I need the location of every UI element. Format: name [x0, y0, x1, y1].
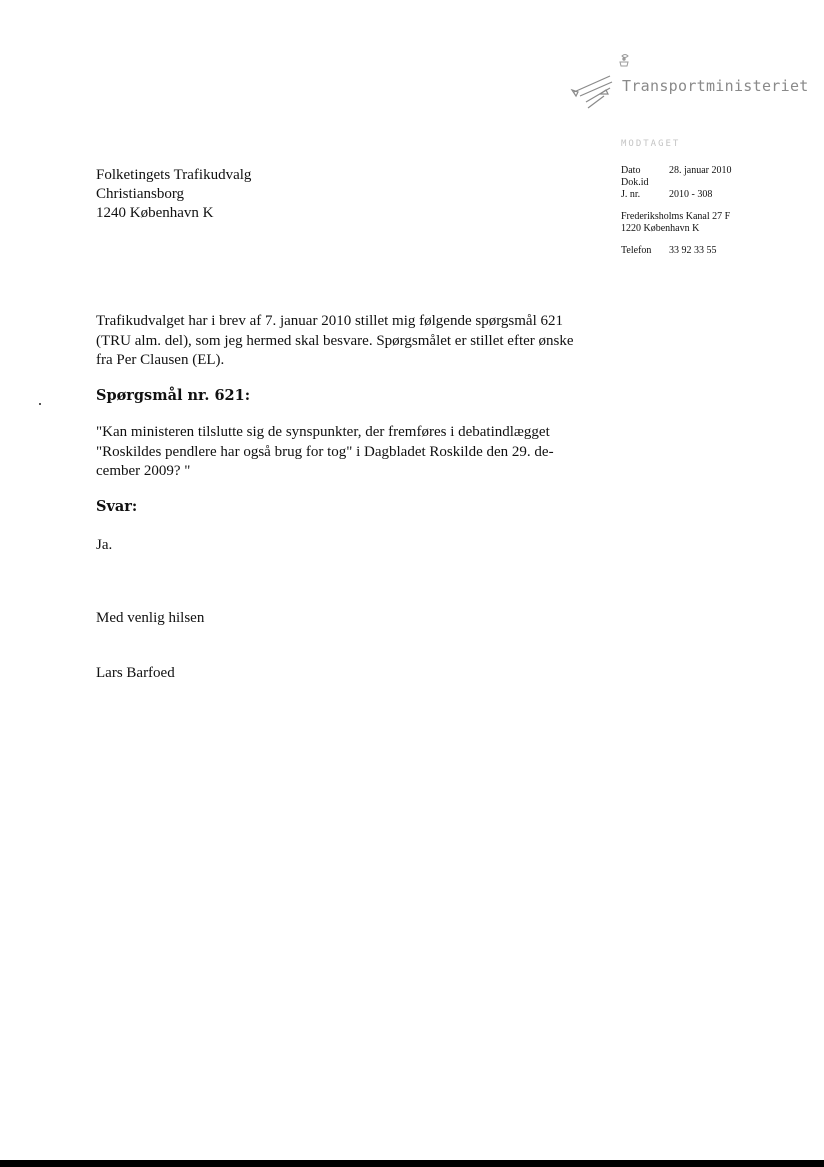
- intro-line: Trafikudvalget har i brev af 7. januar 2010 stillet mig følgende spørgsmål 621: [96, 313, 563, 329]
- intro-line: fra Per Clausen (EL).: [96, 352, 225, 368]
- closing-greeting: Med venlig hilsen: [96, 610, 205, 626]
- answer-heading: Svar:: [96, 498, 138, 515]
- ministry-address: [621, 211, 816, 235]
- recipient-name: Folketingets Trafikudvalg: [96, 167, 252, 183]
- signature-name: Lars Barfoed: [96, 665, 175, 681]
- question-line: cember 2009? ": [96, 463, 191, 479]
- question-line: "Kan ministeren tilslutte sig de synspunkter, der fremføres i debatindlægget: [96, 424, 550, 440]
- phone-value: 33 92 33 55: [669, 245, 717, 256]
- date-value: 28. januar 2010: [669, 165, 732, 176]
- recipient-building: Christiansborg: [96, 186, 185, 202]
- phone-label: Telefon: [621, 245, 652, 256]
- question-heading: Spørgsmål nr. 621:: [96, 387, 251, 404]
- ministry-name: Transportministeriet: [622, 77, 809, 95]
- recipient-city: 1240 København K: [96, 205, 214, 221]
- scan-bottom-edge: [0, 1160, 824, 1167]
- recipient-address: [96, 166, 251, 223]
- jnr-label: J. nr.: [621, 189, 641, 200]
- scan-speck: [39, 403, 41, 405]
- meta-jnr-row: [621, 189, 816, 201]
- question-line: "Roskildes pendlere har også brug for tog" i Dagbladet Roskilde den 29. de-: [96, 443, 554, 460]
- crown-emblem-icon: [570, 52, 630, 112]
- letter-meta: [621, 165, 816, 257]
- intro-paragraph: [96, 312, 596, 371]
- jnr-value: 2010 - 308: [669, 189, 713, 200]
- ministry-logo: [570, 52, 809, 112]
- dokid-label: Dok.id: [621, 177, 649, 188]
- meta-phone-row: [621, 245, 816, 257]
- date-label: Dato: [621, 165, 641, 176]
- address-street: Frederiksholms Kanal 27 F: [621, 211, 731, 222]
- meta-date-row: [621, 165, 816, 177]
- meta-dokid-row: [621, 177, 816, 189]
- answer-text: Ja.: [96, 537, 113, 553]
- question-text: [96, 423, 596, 482]
- intro-line: (TRU alm. del), som jeg hermed skal besvare. Spørgsmålet er stillet efter ønske: [96, 332, 574, 349]
- address-city: 1220 København K: [621, 223, 700, 234]
- received-stamp: MODTAGET: [621, 139, 681, 149]
